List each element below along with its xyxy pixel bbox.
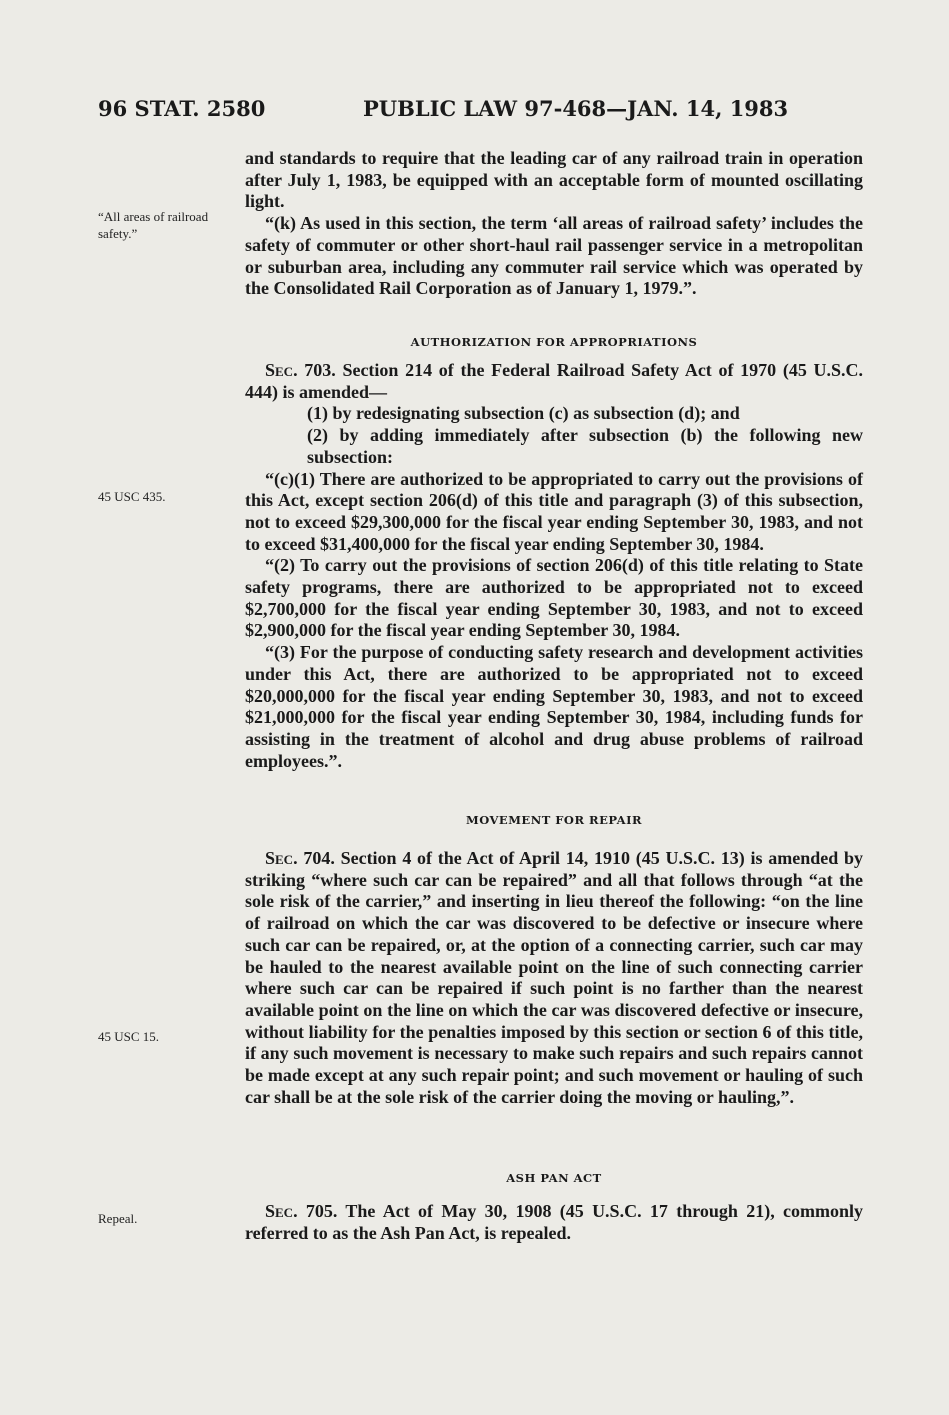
- sec-704-text: 704. Section 4 of the Act of April 14, 1910 (45 U.S.C. 13) is amended by striking “where such car can be repaired” and all that follows through “at the sole risk of the carrier,” and inserting in lieu thereof the following: “on the line of railroad on which the car was discovered to be defective or insecure where such car can be repaired, or, at the option of a connecting carrier, such car may be hauled to the nearest available point on the line of such connecting carrier where such car can be repaired if such point is no farther than the nearest available point on the line on which the car was discovered defective or insecure, without liability for the penalties imposed by this section or section 6 of this title, if any such movement is necessary to make such repairs and such repairs cannot be made except at any such repair point; and such movement or hauling of such car shall be at the sole risk of the carrier doing the moving or hauling,”.: [245, 848, 863, 1107]
- heading-authorization: AUTHORIZATION FOR APPROPRIATIONS: [410, 335, 698, 349]
- margin-note-45-usc-15: 45 USC 15.: [98, 1029, 160, 1044]
- sec-703-item-2: (2) by adding immediately after subsection (b) the following new subsection:: [307, 425, 863, 467]
- page-header: [98, 96, 868, 126]
- sec-703-item-1: (1) by redesignating subsection (c) as subsection (d); and: [307, 403, 740, 424]
- sec-703-c1: “(c)(1) There are authorized to be appropriated to carry out the provisions of this Act, except section 206(d) of this title and paragraph (3) of this subsection, not to exceed $29,300,000 for the fiscal year ending September 30, 1983, and not to exceed $31,400,000 for the fiscal year ending September 30, 1984.: [245, 468, 863, 554]
- section-704: [245, 848, 863, 1108]
- sec-703-c3: “(3) For the purpose of conducting safety research and development activities under this Act, there are authorized to be appropriated not to exceed $20,000,000 for the fiscal year ending September 30, 1983, and not to exceed $21,000,000 for the fiscal year ending September 30, 1984, including funds for assisting in the treatment of alcohol and drug abuse problems of railroad employees.”.: [245, 642, 863, 771]
- sec-703-intro-text: 703. Section 214 of the Federal Railroad Safety Act of 1970 (45 U.S.C. 444) is amended—: [245, 360, 864, 402]
- heading-movement-for-repair: MOVEMENT FOR REPAIR: [465, 813, 643, 827]
- sec-label: Sec.: [265, 360, 298, 380]
- sec-705-text-para: [245, 1201, 863, 1244]
- margin-note-45-usc-435: 45 USC 435.: [98, 489, 166, 504]
- margin-note-all-areas: “All areas of railroad safety.”: [98, 209, 209, 241]
- section-703: [245, 360, 863, 772]
- sec-label: Sec.: [265, 848, 298, 868]
- opening-text: [245, 148, 863, 300]
- margin-note-repeal: Repeal.: [98, 1211, 138, 1226]
- section-705: [245, 1201, 863, 1244]
- sec-703-intro: [245, 360, 863, 403]
- paragraph-k: “(k) As used in this section, the term ‘all areas of railroad safety’ includes the safety of commuter or other short-haul rail passenger service in a metropolitan or suburban area, including any commuter rail service which was operated by the Consolidated Rail Corporation as of January 1, 1979.”.: [245, 213, 863, 299]
- stat-reference: 96 STAT. 2580: [98, 96, 266, 121]
- sec-label: Sec.: [265, 1201, 298, 1221]
- public-law-reference: PUBLIC LAW 97-468—JAN. 14, 1983: [363, 96, 789, 121]
- heading-ash-pan-act: ASH PAN ACT: [506, 1171, 602, 1185]
- paragraph-standards: and standards to require that the leading car of any railroad train in operation after July 1, 1983, be equipped with an acceptable form of mounted oscillating light.: [245, 148, 863, 212]
- sec-705-text: 705. The Act of May 30, 1908 (45 U.S.C. 17 through 21), commonly referred to as the Ash Pan Act, is repealed.: [245, 1201, 864, 1243]
- sec-704-text-para: [245, 848, 863, 1108]
- sec-703-c2: “(2) To carry out the provisions of section 206(d) of this title relating to State safety programs, there are authorized to be appropriated not to exceed $2,700,000 for the fiscal year ending September 30, 1983, and not to exceed $2,900,000 for the fiscal year ending September 30, 1984.: [245, 555, 863, 641]
